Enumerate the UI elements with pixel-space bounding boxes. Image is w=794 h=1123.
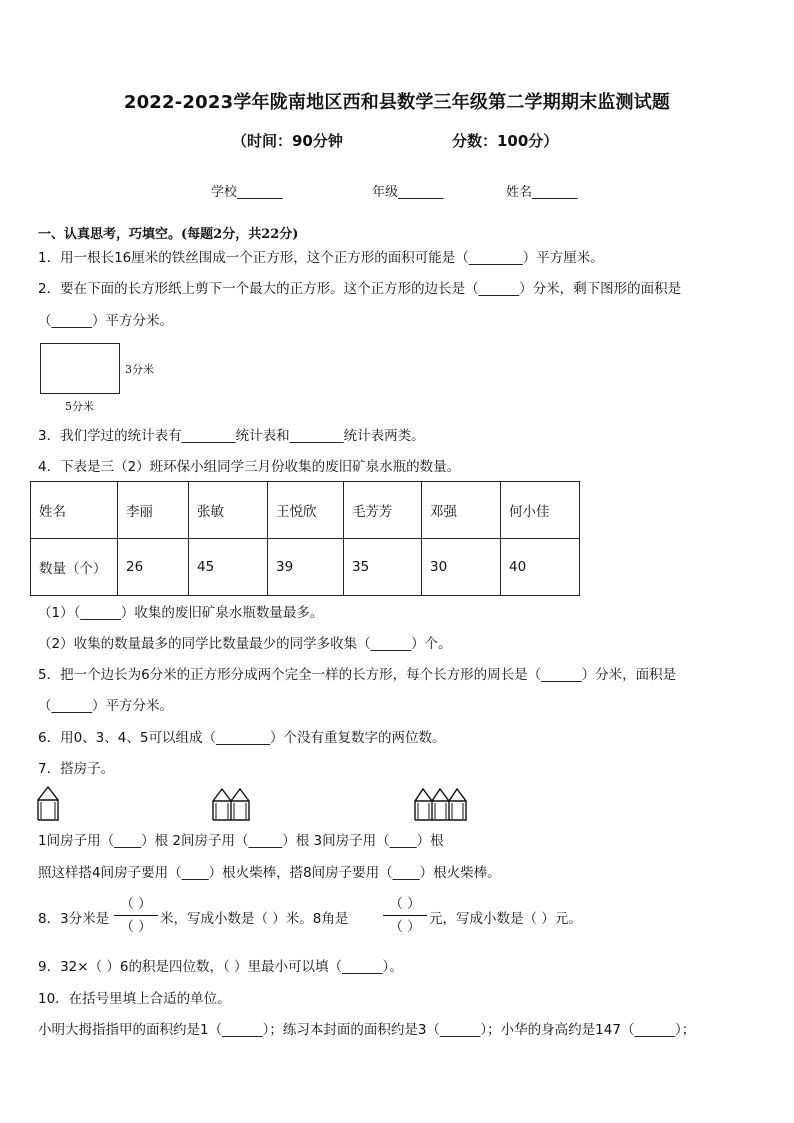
question-4: 4．下表是三（2）班环保小组同学三月份收集的废旧矿泉水瓶的数量。 bbox=[38, 459, 461, 475]
fraction-blank-1[interactable] bbox=[114, 895, 158, 936]
table-cell: 李丽 bbox=[118, 482, 189, 539]
school-field: 学校_______ bbox=[211, 185, 283, 200]
table-cell: 毛芳芳 bbox=[344, 482, 422, 539]
question-4-part-2: （2）收集的数量最多的同学比数量最少的同学多收集（______）个。 bbox=[38, 636, 452, 652]
table-cell: 30 bbox=[422, 539, 501, 596]
section-heading: 一、认真思考，巧填空。(每题2分，共22分) bbox=[38, 227, 299, 242]
table-row bbox=[31, 482, 580, 539]
three-houses-drawing bbox=[413, 787, 469, 821]
rectangle-width-label: 5分米 bbox=[65, 400, 94, 413]
one-house-drawing bbox=[36, 785, 62, 821]
exam-score: 分数：100分） bbox=[452, 132, 559, 150]
question-7: 7．搭房子。 bbox=[38, 761, 115, 777]
fraction-blank-2[interactable] bbox=[383, 895, 427, 936]
table-cell: 何小佳 bbox=[501, 482, 580, 539]
fraction-denominator: （ ） bbox=[120, 919, 152, 935]
question-10: 10．在括号里填上合适的单位。 bbox=[38, 991, 231, 1007]
question-7-b: 照这样搭4间房子要用（____）根火柴棒，搭8间房子要用（____）根火柴棒。 bbox=[38, 865, 501, 881]
fraction-bar bbox=[114, 915, 158, 916]
fraction-denominator: （ ） bbox=[389, 919, 421, 935]
question-2-continued: （______）平方分米。 bbox=[38, 313, 173, 329]
question-4-part-1: （1）（______）收集的废旧矿泉水瓶数量最多。 bbox=[38, 605, 324, 621]
table-cell: 35 bbox=[344, 539, 422, 596]
table-cell: 数量（个） bbox=[31, 539, 118, 596]
question-7-a: 1间房子用（____）根 2间房子用（_____）根 3间房子用（____）根 bbox=[38, 833, 444, 849]
rectangle-height-label: 3分米 bbox=[125, 363, 154, 376]
table-row bbox=[31, 539, 580, 596]
question-8-part-1: 8．3分米是 bbox=[38, 911, 110, 927]
page-title: 2022-2023学年陇南地区西和县数学三年级第二学期期末监测试题 bbox=[123, 92, 671, 113]
question-8-part-3: 元，写成小数是（ ）元。 bbox=[429, 911, 582, 927]
rectangle-figure bbox=[40, 343, 120, 394]
bottle-count-table bbox=[30, 481, 580, 596]
table-cell: 39 bbox=[268, 539, 344, 596]
question-10-continued: 小明大拇指指甲的面积约是1（______）；练习本封面的面积约是3（______）；小华的身高约是147（______）； bbox=[38, 1022, 696, 1038]
question-5-continued: （______）平方分米。 bbox=[38, 698, 173, 714]
table-cell: 26 bbox=[118, 539, 189, 596]
fraction-bar bbox=[383, 915, 427, 916]
question-6: 6．用0、3、4、5可以组成（________）个没有重复数字的两位数。 bbox=[38, 730, 446, 746]
table-cell: 邓强 bbox=[422, 482, 501, 539]
question-8-part-2: 米，写成小数是（ ）米。8角是 bbox=[160, 911, 349, 927]
table-cell: 张敏 bbox=[189, 482, 268, 539]
question-3: 3．我们学过的统计表有________统计表和________统计表两类。 bbox=[38, 428, 425, 444]
question-5: 5．把一个边长为6分米的正方形分成两个完全一样的长方形，每个长方形的周长是（______）分米，面积是 bbox=[38, 667, 677, 683]
question-1: 1．用一根长16厘米的铁丝围成一个正方形，这个正方形的面积可能是（________）平方厘米。 bbox=[38, 250, 604, 266]
name-field: 姓名_______ bbox=[506, 185, 578, 200]
grade-field: 年级_______ bbox=[372, 185, 444, 200]
fraction-numerator: （ ） bbox=[120, 896, 152, 912]
table-cell: 姓名 bbox=[31, 482, 118, 539]
two-houses-drawing bbox=[211, 787, 251, 821]
question-9: 9．32×（ ）6的积是四位数，（ ）里最小可以填（______）。 bbox=[38, 959, 403, 975]
table-cell: 王悦欣 bbox=[268, 482, 344, 539]
fraction-numerator: （ ） bbox=[389, 896, 421, 912]
question-2: 2．要在下面的长方形纸上剪下一个最大的正方形。这个正方形的边长是（______）分米，剩下图形的面积是 bbox=[38, 281, 682, 297]
table-cell: 40 bbox=[501, 539, 580, 596]
exam-time: （时间：90分钟 bbox=[232, 132, 343, 150]
table-cell: 45 bbox=[189, 539, 268, 596]
